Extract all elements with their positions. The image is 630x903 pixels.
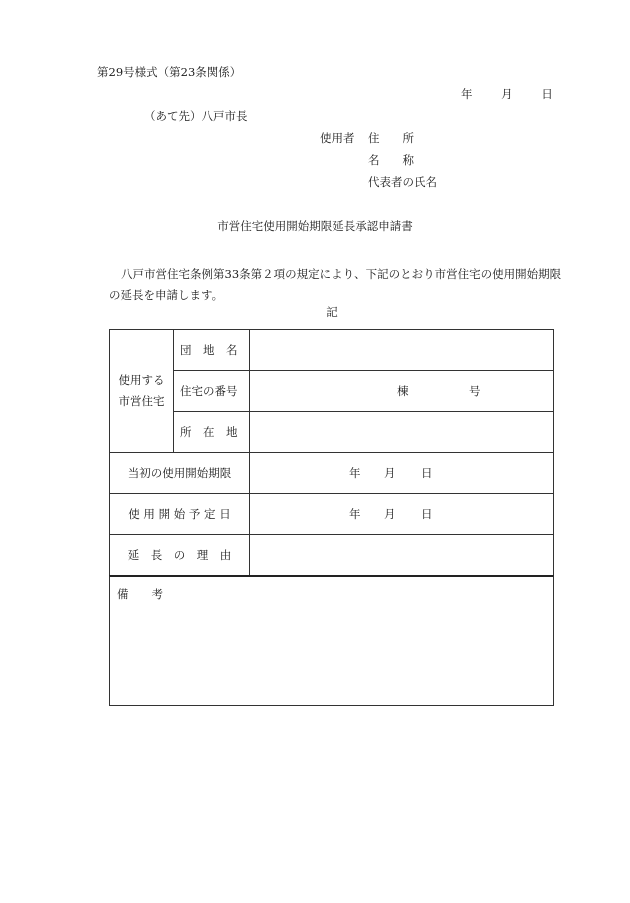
body-text: 八戸市営住宅条例第33条第２項の規定により、下記のとおり市営住宅の使用開始期限の延長を申請します。 bbox=[109, 267, 562, 302]
applicant-label: 使用者 bbox=[320, 131, 355, 145]
ki-heading: 記 bbox=[326, 305, 338, 319]
extension-reason-label: 延 長 の 理 由 bbox=[110, 535, 250, 576]
planned-year-label: 年 bbox=[349, 507, 361, 521]
date-month-label: 月 bbox=[501, 87, 513, 101]
table-row bbox=[110, 494, 554, 535]
table-row bbox=[110, 330, 554, 371]
deadline-month-label: 月 bbox=[384, 466, 396, 480]
date-year-label: 年 bbox=[461, 87, 473, 101]
document-title: 市営住宅使用開始期限延長承認申請書 bbox=[217, 219, 413, 233]
applicant-representative-label: 代表者の氏名 bbox=[368, 175, 437, 189]
remarks-box[interactable] bbox=[109, 575, 554, 706]
danchi-name-label: 団 地 名 bbox=[174, 330, 250, 371]
initial-deadline-field[interactable] bbox=[250, 453, 554, 494]
building-unit-label: 棟 bbox=[397, 384, 409, 398]
table-row bbox=[110, 371, 554, 412]
application-table bbox=[109, 329, 554, 576]
table-row bbox=[110, 453, 554, 494]
location-label: 所 在 地 bbox=[174, 412, 250, 453]
planned-start-field[interactable] bbox=[250, 494, 554, 535]
house-number-field[interactable] bbox=[250, 371, 554, 412]
date-day-label: 日 bbox=[541, 87, 553, 101]
initial-deadline-label: 当初の使用開始期限 bbox=[110, 453, 250, 494]
table-row bbox=[110, 412, 554, 453]
applicant-address-label: 住 所 bbox=[368, 131, 414, 145]
remarks-label: 備 考 bbox=[117, 587, 163, 601]
danchi-name-field[interactable] bbox=[250, 330, 554, 371]
planned-month-label: 月 bbox=[384, 507, 396, 521]
deadline-day-label: 日 bbox=[421, 466, 433, 480]
house-number-label: 住宅の番号 bbox=[174, 371, 250, 412]
room-unit-label: 号 bbox=[469, 384, 481, 398]
extension-reason-field[interactable] bbox=[250, 535, 554, 576]
addressee: （あて先）八戸市長 bbox=[144, 109, 248, 123]
group-label-line2: 市営住宅 bbox=[118, 394, 165, 408]
table-row bbox=[110, 535, 554, 576]
planned-start-label: 使 用 開 始 予 定 日 bbox=[110, 494, 250, 535]
deadline-year-label: 年 bbox=[349, 466, 361, 480]
applicant-name-label: 名 称 bbox=[368, 153, 414, 167]
location-field[interactable] bbox=[250, 412, 554, 453]
planned-day-label: 日 bbox=[421, 507, 433, 521]
submission-date bbox=[461, 89, 553, 101]
housing-group-label bbox=[110, 330, 174, 453]
group-label-line1: 使用する bbox=[118, 373, 165, 387]
form-number: 第29号様式（第23条関係） bbox=[97, 65, 242, 79]
